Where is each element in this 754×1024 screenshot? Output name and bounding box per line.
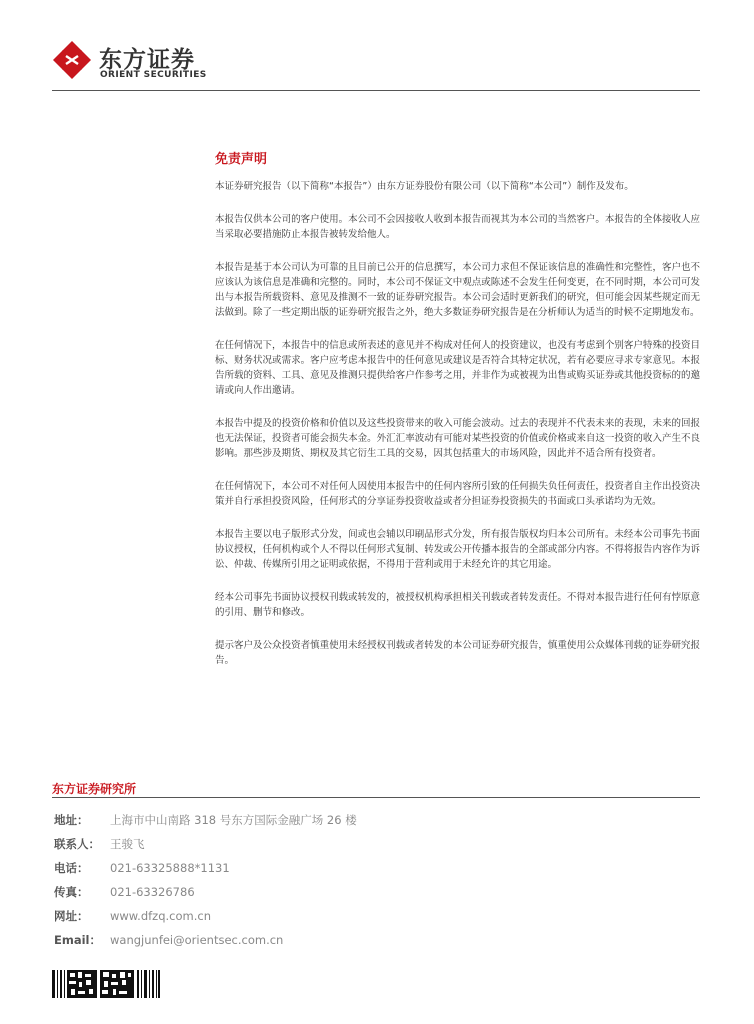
company-logo: [52, 40, 212, 84]
contact-value: www.dfzq.com.cn: [110, 909, 211, 923]
contact-fax: [52, 880, 700, 904]
contact-label: Email：: [54, 933, 101, 947]
disclaimer-paragraph: 本证券研究报告（以下简称“本报告”）由东方证券股份有限公司（以下简称“本公司”）制作及发布。: [215, 181, 634, 192]
institute-name: 东方证券研究所: [52, 782, 137, 796]
disclaimer-paragraph: 提示客户及公众投资者慎重使用未经授权刊载或者转发的本公司证券研究报告，慎重使用公众媒体刊载的证券研究报告。: [215, 640, 700, 666]
contact-person: [52, 832, 700, 856]
disclaimer-paragraph: 在任何情况下，本公司不对任何人因使用本报告中的任何内容所引致的任何损失负任何责任，投资者自主作出投资决策并自行承担投资风险，任何形式的分享证券投资收益或者分担证券投资损失的书面或口头承诺均为无效。: [215, 481, 700, 507]
logo-chinese-name: 东方证券: [99, 47, 195, 73]
barcode-icon: [52, 970, 160, 998]
header-divider: [52, 90, 700, 91]
disclaimer-section: [215, 148, 700, 686]
disclaimer-paragraph: 本报告仅供本公司的客户使用。本公司不会因接收人收到本报告而视其为本公司的当然客户。本报告的全体接收人应当采取必要措施防止本报告被转发给他人。: [215, 214, 700, 240]
footer-divider: [52, 797, 700, 798]
contact-email: [52, 928, 700, 952]
disclaimer-paragraph: 经本公司事先书面协议授权刊载或转发的，被授权机构承担相关刊载或者转发责任。不得对本报告进行任何有悖原意的引用、删节和修改。: [215, 592, 700, 618]
contact-label: 传真：: [54, 885, 89, 899]
disclaimer-paragraph: 本报告主要以电子版形式分发，间或也会辅以印刷品形式分发，所有报告版权均归本公司所有。未经本公司事先书面协议授权，任何机构或个人不得以任何形式复制、转发或公开传播本报告的全部或部分内容。不得将报告内容作为诉讼、仲裁、传媒所引用之证明或依据，不得用于营利或用于未经允许的其它用途。: [215, 529, 700, 570]
disclaimer-title: 免责声明: [215, 152, 268, 167]
contact-label: 联系人：: [54, 837, 100, 851]
disclaimer-paragraph: 本报告是基于本公司认为可靠的且目前已公开的信息撰写，本公司力求但不保证该信息的准确性和完整性，客户也不应该认为该信息是准确和完整的。同时，本公司不保证文中观点或陈述不会发生任何变更，在不同时期，本公司可发出与本报告所载资料、意见及推测不一致的证券研究报告。本公司会适时更新我们的研究，但可能会因某些规定而无法做到。除了一些定期出版的证券研究报告之外，绝大多数证券研究报告是在分析师认为适当的时候不定期地发布。: [215, 262, 700, 318]
disclaimer-paragraph: 本报告中提及的投资价格和价值以及这些投资带来的收入可能会波动。过去的表现并不代表未来的表现，未来的回报也无法保证，投资者可能会损失本金。外汇汇率波动有可能对某些投资的价值或价格或来自这一投资的收入产生不良影响。那些涉及期货、期权及其它衍生工具的交易，因其包括重大的市场风险，因此并不适合所有投资者。: [215, 418, 700, 459]
contact-value: 021-63325888*1131: [110, 861, 230, 875]
contact-label: 电话：: [54, 861, 89, 875]
contact-address: [52, 808, 700, 832]
contact-phone: [52, 856, 700, 880]
contact-value: 上海市中山南路 318 号东方国际金融广场 26 楼: [110, 813, 357, 827]
contact-value: 王骏飞: [110, 837, 145, 851]
contact-website: [52, 904, 700, 928]
contact-value: wangjunfei@orientsec.com.cn: [110, 933, 284, 947]
disclaimer-paragraph: 在任何情况下，本报告中的信息或所表述的意见并不构成对任何人的投资建议，也没有考虑到个别客户特殊的投资目标、财务状况或需求。客户应考虑本报告中的任何意见或建议是否符合其特定状况，若有必要应寻求专家意见。本报告所载的资料、工具、意见及推测只提供给客户作参考之用，并非作为或被视为出售或购买证券或其他投资标的的邀请或向人作出邀请。: [215, 340, 700, 396]
contact-value: 021-63326786: [110, 885, 195, 899]
logo-english-name: ORIENT SECURITIES: [100, 70, 207, 80]
orient-securities-logo-icon: [52, 40, 92, 80]
contact-label: 网址：: [54, 909, 89, 923]
contact-label: 地址：: [54, 813, 89, 827]
research-institute-contact: [52, 780, 700, 952]
